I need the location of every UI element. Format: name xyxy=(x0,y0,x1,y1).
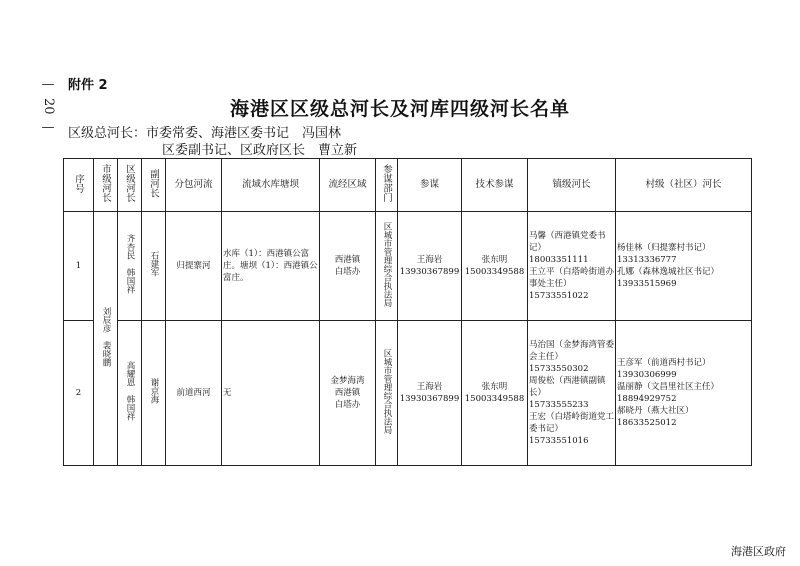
header-basin: 流域水库塘坝 xyxy=(222,159,320,212)
cell-district: 高耀恩 韩国祥 xyxy=(118,321,142,466)
header-deputy: 副河长 xyxy=(142,159,166,212)
cell-seq: 2 xyxy=(64,321,94,466)
table-header-row xyxy=(64,159,752,212)
header-town: 镇级河长 xyxy=(528,159,616,212)
district-chief-block xyxy=(68,125,357,159)
cell-tech: 张东明 15003349588 xyxy=(462,212,528,321)
cell-dept: 区城市管理综合执法局 xyxy=(376,212,398,321)
cell-city-chief: 刘辰彦 裴晓鹏 xyxy=(94,212,118,466)
page-title: 海港区区级总河长及河库四级河长名单 xyxy=(229,98,570,120)
header-district: 区级河长 xyxy=(118,159,142,212)
chief-line-2: 区委副书记、区政府区长 曹立新 xyxy=(162,143,358,158)
header-village: 村级（社区）河长 xyxy=(616,159,752,212)
cell-basin: 水库（1）：西港镇公富庄。塘坝（1）：西港镇公富庄。 xyxy=(222,212,320,321)
header-seq: 序号 xyxy=(64,159,94,212)
cell-district: 齐杏民 韩国祥 xyxy=(118,212,142,321)
page-number-digits: 20 xyxy=(41,98,56,115)
cell-tech: 张东明 15003349588 xyxy=(462,321,528,466)
cell-river: 前道西河 xyxy=(166,321,222,466)
river-chief-table xyxy=(63,158,752,466)
cell-town: 马治国（金梦海湾管委会主任） 15733550302 周俊松（西港镇副镇长） 15733555233 王宏（白塔岭街道党工委书记） 15733551016 xyxy=(528,321,616,466)
cell-village: 杨佳林（归提寨村书记） 13313336777 孔娜（森林逸城社区书记） 13933515969 xyxy=(616,212,752,321)
attachment-label: 附件 2 xyxy=(68,78,108,93)
header-staff: 参谋 xyxy=(398,159,462,212)
cell-town: 马馨（西港镇党委书记） 18003351111 王立平（白塔岭街道办事处主任）15733551022 xyxy=(528,212,616,321)
header-river: 分包河流 xyxy=(166,159,222,212)
cell-dept: 区城市管理综合执法局 xyxy=(376,321,398,466)
chief-line-1: 区级总河长：市委常委、海港区委书记 冯国林 xyxy=(68,126,342,141)
cell-river: 归提寨河 xyxy=(166,212,222,321)
cell-village: 王彦军（前道西村书记） 13930306999 温丽静（文昌里社区主任） 18894929752 郝晓丹（燕大社区） 18633525012 xyxy=(616,321,752,466)
header-area: 流经区域 xyxy=(320,159,376,212)
header-dept: 参谋部门 xyxy=(376,159,398,212)
header-tech: 技术参谋 xyxy=(462,159,528,212)
table-row xyxy=(64,321,752,466)
cell-seq: 1 xyxy=(64,212,94,321)
footer-source: 海港区政府 xyxy=(731,545,786,558)
table-row xyxy=(64,212,752,321)
cell-area: 金梦海湾 西港镇 白塔办 xyxy=(320,321,376,466)
cell-deputy: 石建军 xyxy=(142,212,166,321)
cell-area: 西港镇 白塔办 xyxy=(320,212,376,321)
cell-basin: 无 xyxy=(222,321,320,466)
page-number: — 20 — xyxy=(41,77,56,135)
cell-deputy: 谢京海 xyxy=(142,321,166,466)
cell-staff: 王海岩 13930367899 xyxy=(398,212,462,321)
cell-staff: 王海岩 13930367899 xyxy=(398,321,462,466)
header-city: 市级河长 xyxy=(94,159,118,212)
